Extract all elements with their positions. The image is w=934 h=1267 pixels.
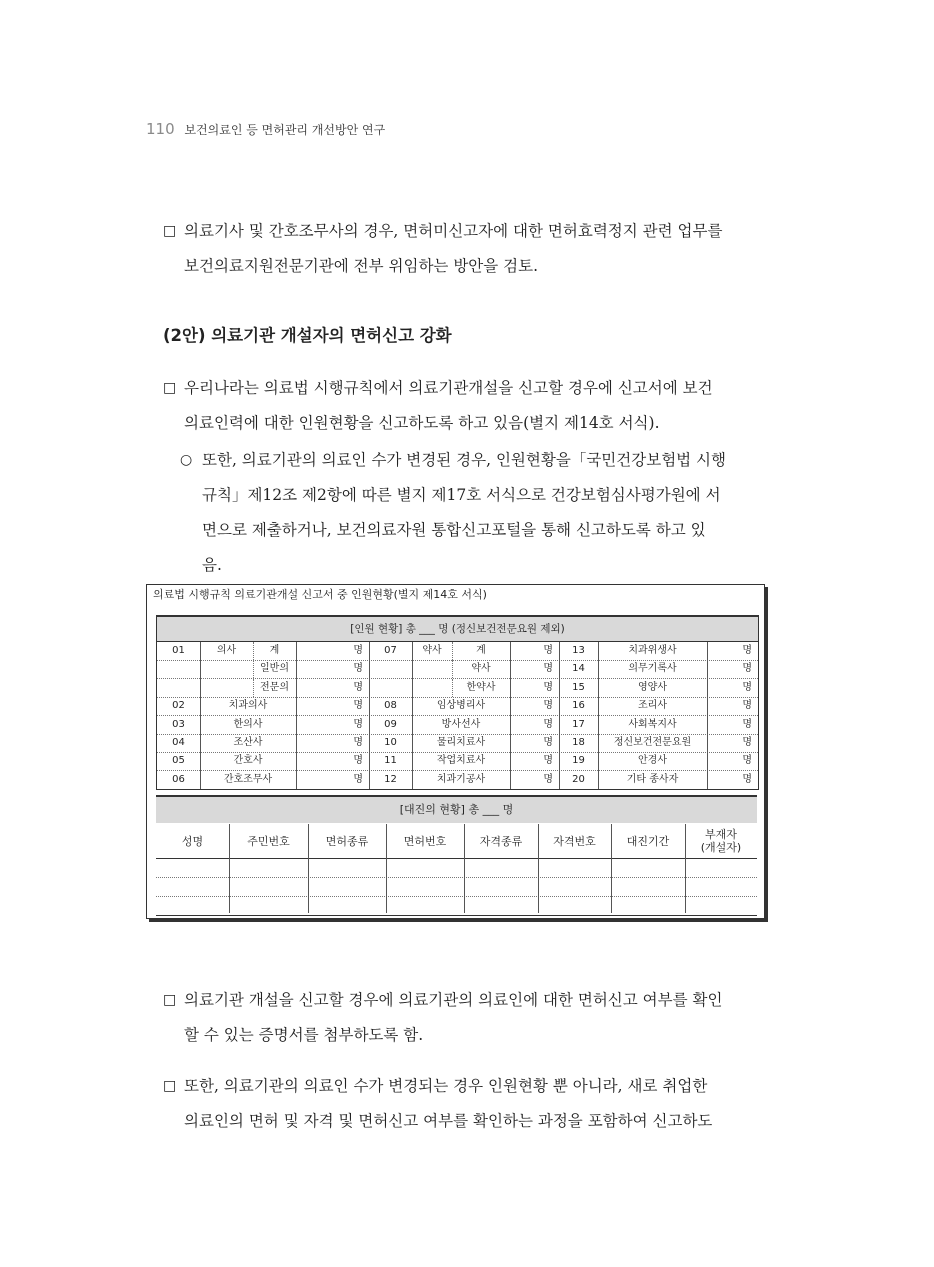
table-cell: 09 (384, 718, 397, 730)
column-header: 성명 (181, 834, 204, 848)
paragraph-3-line-1: 또한, 의료기관의 의료인 수가 변경된 경우, 인원현황을「국민건강보험법 시행 (202, 451, 727, 469)
table-row (157, 642, 758, 661)
unit-cell: 명 (353, 773, 363, 785)
paragraph-2-line-2: 의료인력에 대한 인원현황을 신고하도록 하고 있음(별지 제14호 서식). (184, 414, 660, 432)
table-cell: 10 (384, 737, 397, 748)
table-row (157, 716, 758, 735)
table-cell: 03 (172, 718, 185, 730)
paragraph-2-line-1: 우리나라는 의료법 시행규칙에서 의료기관개설을 신고할 경우에 신고서에 보건 (184, 379, 713, 397)
unit-cell: 명 (353, 663, 363, 675)
square-bullet-icon: □ (163, 1078, 177, 1094)
table-cell: 사회복지사 (628, 718, 677, 730)
table-cell (412, 660, 452, 678)
table-cell: 16 (572, 700, 585, 712)
unit-cell: 명 (543, 663, 553, 675)
table-cell: 방사선사 (441, 718, 481, 730)
table-cell: 19 (572, 755, 585, 767)
square-bullet-icon: □ (163, 380, 177, 396)
paragraph-2 (163, 371, 770, 441)
column-header-line: (개설자) (700, 841, 742, 854)
table-row (156, 897, 757, 916)
table-cell: 15 (572, 681, 585, 693)
table-cell: 정신보건전문요원 (613, 737, 692, 748)
paragraph-1-line-2: 보건의료지원전문기관에 전부 위임하는 방안을 검토. (184, 257, 539, 275)
table-cell: 04 (172, 737, 185, 748)
table-cell: 약사 (422, 645, 442, 656)
paragraph-1-line-1: 의료기사 및 간호조무사의 경우, 면허미신고자에 대한 면허효력정지 관련 업무를 (184, 222, 723, 240)
table-cell: 한의사 (233, 718, 263, 730)
unit-cell: 명 (543, 737, 553, 748)
unit-cell: 명 (742, 645, 752, 656)
running-title: 보건의료인 등 면허관리 개선방안 연구 (184, 123, 386, 137)
unit-cell: 명 (742, 700, 752, 712)
table-cell: 간호사 (233, 755, 263, 767)
unit-cell: 명 (353, 755, 363, 767)
table-cell: 18 (572, 737, 585, 748)
table-cell: 17 (572, 718, 585, 730)
column-header: 면허번호 (403, 834, 447, 848)
table-cell (200, 679, 253, 697)
table-cell: 치과위생사 (628, 645, 677, 656)
substitute-doctor-table (156, 795, 757, 913)
paragraph-3 (180, 443, 770, 583)
table-cell: 조산사 (233, 737, 263, 748)
unit-cell: 명 (353, 700, 363, 712)
square-bullet-icon: □ (163, 223, 177, 239)
table-cell: 치과의사 (228, 700, 268, 712)
table-row (157, 752, 758, 771)
table-cell: 08 (384, 700, 397, 712)
running-header (146, 120, 385, 138)
square-bullet-icon: □ (163, 992, 177, 1008)
circle-bullet-icon: ○ (180, 452, 193, 468)
table-cell: 13 (572, 645, 585, 656)
unit-cell: 명 (543, 700, 553, 712)
table-cell: 계 (269, 645, 280, 656)
form-title: 의료법 시행규칙 의료기관개설 신고서 중 인원현황(별지 제14호 서식) (153, 588, 487, 601)
paragraph-3-line-3: 면으로 제출하거나, 보건의료자원 통합신고포털을 통해 신고하도록 하고 있 (202, 521, 706, 539)
table-cell: 물리치료사 (436, 737, 486, 748)
table-cell: 07 (384, 645, 397, 656)
paragraph-5-line-1: 또한, 의료기관의 의료인 수가 변경되는 경우 인원현황 뿐 아니라, 새로 취업한 (184, 1077, 708, 1095)
table-cell: 조리사 (638, 700, 667, 712)
paragraph-4-line-1: 의료기관 개설을 신고할 경우에 의료기관의 의료인에 대한 면허신고 여부를 확인 (184, 991, 723, 1009)
table-row (157, 660, 758, 679)
table-cell: 치과기공사 (436, 773, 486, 785)
table-cell: 안경사 (638, 755, 667, 767)
table-cell: 02 (172, 700, 185, 712)
table-cell: 약사 (471, 663, 491, 675)
unit-cell: 명 (353, 681, 363, 693)
table-cell (157, 660, 200, 678)
table-cell: 06 (172, 773, 185, 785)
table-cell: 전문의 (260, 681, 289, 693)
table-cell (157, 679, 200, 697)
table-cell (200, 660, 253, 678)
staff-report-form (146, 584, 765, 919)
unit-cell: 명 (543, 755, 553, 767)
paragraph-3-line-2: 규칙」제12조 제2항에 따른 별지 제17호 서식으로 건강보험심사평가원에 서 (202, 486, 721, 504)
column-header: 자격번호 (553, 834, 596, 848)
table-cell (369, 679, 412, 697)
table-row (156, 859, 757, 878)
paragraph-4-line-2: 할 수 있는 증명서를 첨부하도록 함. (184, 1026, 424, 1044)
table-cell: 01 (172, 645, 185, 656)
table-cell: 간호조무사 (223, 773, 273, 785)
substitute-doctor-header: [대진의 현황] 총 ___ 명 (156, 797, 757, 823)
table-row (157, 771, 758, 789)
paragraph-5-line-2: 의료인의 면허 및 자격 및 면허신고 여부를 확인하는 과정을 포함하여 신고하도 (184, 1112, 713, 1130)
table-cell (369, 660, 412, 678)
page-number: 110 (146, 120, 175, 138)
table-cell: 12 (384, 773, 397, 785)
column-header: 자격종류 (479, 834, 523, 848)
column-header: 면허종류 (325, 834, 369, 848)
table-row (157, 679, 758, 698)
table-cell: 14 (572, 663, 585, 675)
unit-cell: 명 (543, 645, 553, 656)
table-cell: 의사 (216, 645, 237, 656)
table-cell: 11 (384, 755, 397, 767)
unit-cell: 명 (543, 681, 553, 693)
substitute-doctor-columns (156, 824, 757, 859)
paragraph-3-line-4: 음. (202, 556, 222, 574)
table-cell: 임상병리사 (436, 700, 486, 712)
unit-cell: 명 (742, 663, 752, 675)
column-header-line: 부재자 (705, 828, 737, 841)
unit-cell: 명 (742, 773, 752, 785)
unit-cell: 명 (742, 718, 752, 730)
column-header: 대진기간 (626, 834, 670, 848)
table-row (157, 734, 758, 753)
table-cell: 기타 종사자 (626, 773, 679, 785)
table-cell: 20 (572, 773, 585, 785)
column-header: 주민번호 (247, 834, 290, 848)
table-cell: 05 (172, 755, 185, 767)
unit-cell: 명 (742, 755, 752, 767)
column-header-absentee (685, 824, 757, 858)
paragraph-4 (163, 983, 770, 1053)
unit-cell: 명 (353, 737, 363, 748)
section-heading: (2안) 의료기관 개설자의 면허신고 강화 (163, 326, 452, 345)
unit-cell: 명 (742, 737, 752, 748)
table-row (156, 878, 757, 897)
table-cell (412, 679, 452, 697)
paragraph-1 (163, 214, 770, 284)
staff-status-table (156, 615, 759, 790)
paragraph-5 (163, 1069, 770, 1139)
table-cell: 일반의 (260, 663, 289, 675)
table-cell: 한약사 (466, 681, 496, 693)
table-cell: 작업치료사 (436, 755, 486, 767)
unit-cell: 명 (353, 645, 363, 656)
table-cell: 영양사 (638, 681, 667, 693)
table-cell: 의무기록사 (628, 663, 677, 675)
staff-status-header: [인원 현황] 총 ___ 명 (정신보건전문요원 제외) (157, 617, 758, 642)
unit-cell: 명 (353, 718, 363, 730)
unit-cell: 명 (543, 718, 553, 730)
table-row (157, 697, 758, 716)
table-cell: 계 (476, 645, 486, 656)
unit-cell: 명 (543, 773, 553, 785)
unit-cell: 명 (742, 681, 752, 693)
